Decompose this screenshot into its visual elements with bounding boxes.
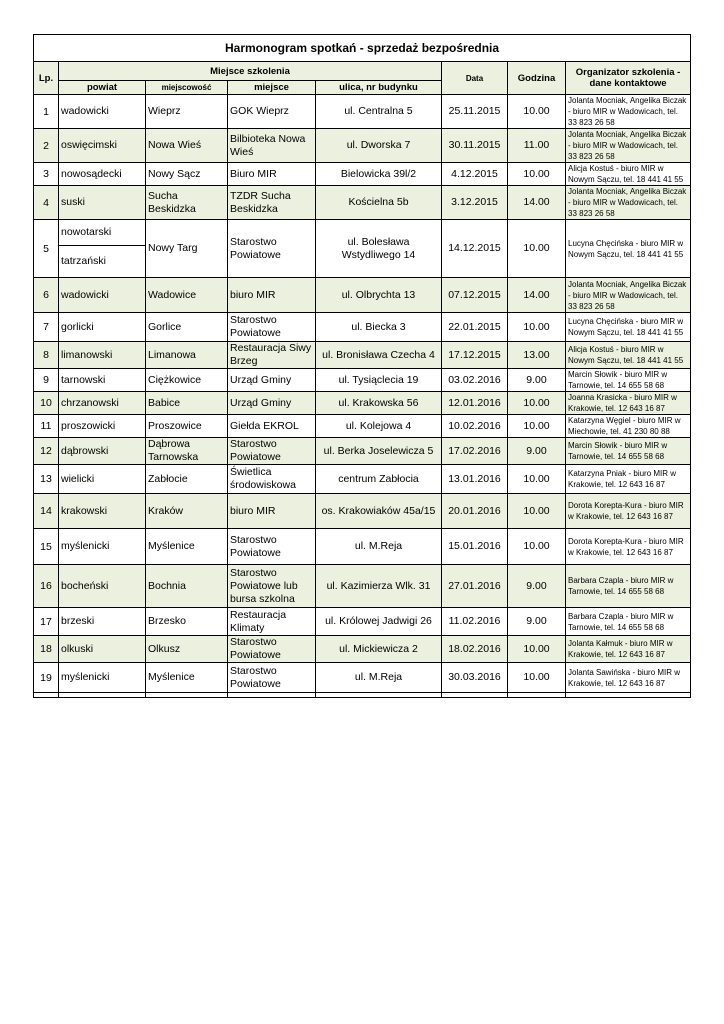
- cell-powiat: wadowicki: [59, 95, 146, 129]
- header-godzina: Godzina: [508, 62, 566, 95]
- cell-data: 30.11.2015: [442, 129, 508, 163]
- cell-ulica: centrum Zabłocia: [316, 465, 442, 494]
- cell-godzina: 10.00: [508, 313, 566, 342]
- cell-organizator: Jolanta Mocniak, Angelika Biczak - biuro MIR w Wadowicach, tel. 33 823 26 58: [566, 129, 691, 163]
- cell-data: 20.01.2016: [442, 494, 508, 529]
- cell-lp: 19: [34, 663, 59, 693]
- cell-miejsce: Restauracja Siwy Brzeg: [228, 342, 316, 369]
- cell-powiat: oswięcimski: [59, 129, 146, 163]
- cell-powiat: olkuski: [59, 636, 146, 663]
- cell-lp: 7: [34, 313, 59, 342]
- table-row: [34, 415, 691, 438]
- cell-organizator: Alicja Kostuś - biuro MIR w Nowym Sączu, tel. 18 441 41 55: [566, 342, 691, 369]
- cell-organizator: Katarzyna Węgiel - biuro MIR w Miechowie, tel. 41 230 80 88: [566, 415, 691, 438]
- cell-powiat: dąbrowski: [59, 438, 146, 465]
- cell-miejsce: GOK Wieprz: [228, 95, 316, 129]
- table-row: [34, 494, 691, 529]
- header-data: Data: [442, 62, 508, 95]
- cell-miejsce: Starostwo Powiatowe: [228, 438, 316, 465]
- cell-lp: 14: [34, 494, 59, 529]
- cell-data: 03.02.2016: [442, 369, 508, 392]
- cell-powiat: tarnowski: [59, 369, 146, 392]
- table-row: [34, 565, 691, 608]
- cell-organizator: Barbara Czapla - biuro MIR w Tarnowie, tel. 14 655 58 68: [566, 565, 691, 608]
- cell-data: 15.01.2016: [442, 529, 508, 565]
- cell-godzina: 10.00: [508, 220, 566, 278]
- cell-data: 12.01.2016: [442, 392, 508, 415]
- cell-data: 18.02.2016: [442, 636, 508, 663]
- cell-powiat: suski: [59, 186, 146, 220]
- cell-lp: 11: [34, 415, 59, 438]
- cell-godzina: 10.00: [508, 415, 566, 438]
- cell-data: 14.12.2015: [442, 220, 508, 278]
- cell-lp: 10: [34, 392, 59, 415]
- cell-organizator: Marcin Słowik - biuro MIR w Tarnowie, tel. 14 655 58 68: [566, 369, 691, 392]
- cell-lp: 5: [34, 220, 59, 278]
- cell-miejscowosc: Nowy Sącz: [146, 163, 228, 186]
- cell-ulica: ul. Olbrychta 13: [316, 278, 442, 313]
- cell-organizator: Katarzyna Pniak - biuro MIR w Krakowie, tel. 12 643 16 87: [566, 465, 691, 494]
- cell-data: 17.12.2015: [442, 342, 508, 369]
- cell-godzina: 9.00: [508, 438, 566, 465]
- cell-organizator: Dorota Korepta-Kura - biuro MIR w Krakowie, tel. 12 643 16 87: [566, 494, 691, 529]
- cell-powiat: chrzanowski: [59, 392, 146, 415]
- cell-godzina: 10.00: [508, 465, 566, 494]
- cell-miejscowosc: Zabłocie: [146, 465, 228, 494]
- cell-miejsce: Bilbioteka Nowa Wieś: [228, 129, 316, 163]
- page-title: Harmonogram spotkań - sprzedaż bezpośrednia: [34, 35, 691, 62]
- cell-organizator: Barbara Czapla - biuro MIR w Tarnowie, tel. 14 655 58 68: [566, 608, 691, 636]
- table-row: [34, 663, 691, 693]
- cell-miejsce: Starostwo Powiatowe: [228, 636, 316, 663]
- cell-ulica: ul. Mickiewicza 2: [316, 636, 442, 663]
- cell-ulica: Kościelna 5b: [316, 186, 442, 220]
- cell-lp: 8: [34, 342, 59, 369]
- table-row: [34, 220, 691, 278]
- cell-miejscowosc: Proszowice: [146, 415, 228, 438]
- cell-miejsce: Świetlica środowiskowa: [228, 465, 316, 494]
- table-row: [34, 278, 691, 313]
- cell-miejsce: TZDR Sucha Beskidzka: [228, 186, 316, 220]
- table-row: [34, 186, 691, 220]
- cell-ulica: ul. Krakowska 56: [316, 392, 442, 415]
- cell-organizator: Jolanta Sawińska - biuro MIR w Krakowie, tel. 12 643 16 87: [566, 663, 691, 693]
- cell-data: 17.02.2016: [442, 438, 508, 465]
- cell-godzina: 9.00: [508, 369, 566, 392]
- cell-godzina: 10.00: [508, 494, 566, 529]
- cell-ulica: ul. Tysiąclecia 19: [316, 369, 442, 392]
- cell-lp: 13: [34, 465, 59, 494]
- cell-data: 30.03.2016: [442, 663, 508, 693]
- cell-miejscowosc: Limanowa: [146, 342, 228, 369]
- header-miejscowosc: miejscowość: [146, 81, 228, 95]
- cell-miejsce: Restauracja Klimaty: [228, 608, 316, 636]
- cell-powiat: krakowski: [59, 494, 146, 529]
- cell-powiat: myślenicki: [59, 663, 146, 693]
- cell-organizator: Lucyna Chęcińska - biuro MIR w Nowym Sączu, tel. 18 441 41 55: [566, 220, 691, 278]
- cell-godzina: 10.00: [508, 95, 566, 129]
- header-ulica: ulica, nr budynku: [316, 81, 442, 95]
- cell-lp: 16: [34, 565, 59, 608]
- cell-miejscowosc: Gorlice: [146, 313, 228, 342]
- empty-cell: [442, 693, 508, 698]
- cell-lp: 2: [34, 129, 59, 163]
- cell-organizator: Dorota Korepta-Kura - biuro MIR w Krakowie, tel. 12 643 16 87: [566, 529, 691, 565]
- schedule-sheet: [33, 34, 690, 698]
- cell-lp: 4: [34, 186, 59, 220]
- cell-powiat: wadowicki: [59, 278, 146, 313]
- cell-organizator: Jolanta Mocniak, Angelika Biczak - biuro MIR w Wadowicach, tel. 33 823 26 58: [566, 95, 691, 129]
- cell-godzina: 10.00: [508, 636, 566, 663]
- cell-lp: 15: [34, 529, 59, 565]
- cell-organizator: Alicja Kostuś - biuro MIR w Nowym Sączu, tel. 18 441 41 55: [566, 163, 691, 186]
- table-row-empty: [34, 693, 691, 698]
- cell-powiat: myślenicki: [59, 529, 146, 565]
- cell-miejscowosc: Nowa Wieś: [146, 129, 228, 163]
- cell-data: 11.02.2016: [442, 608, 508, 636]
- cell-godzina: 10.00: [508, 663, 566, 693]
- cell-miejscowosc: Myślenice: [146, 529, 228, 565]
- cell-ulica: ul. Dworska 7: [316, 129, 442, 163]
- empty-cell: [566, 693, 691, 698]
- cell-powiat-primary: nowotarski: [59, 220, 145, 246]
- table-row: [34, 129, 691, 163]
- cell-powiat: proszowicki: [59, 415, 146, 438]
- cell-godzina: 14.00: [508, 278, 566, 313]
- cell-miejscowosc: Kraków: [146, 494, 228, 529]
- cell-ulica: ul. M.Reja: [316, 529, 442, 565]
- table-row: [34, 163, 691, 186]
- header-organizator: Organizator szkolenia - dane kontaktowe: [566, 62, 691, 95]
- cell-godzina: 9.00: [508, 565, 566, 608]
- cell-lp: 1: [34, 95, 59, 129]
- cell-miejsce: Giełda EKROL: [228, 415, 316, 438]
- schedule-table: [33, 34, 691, 698]
- cell-organizator: Jolanta Mocniak, Angelika Biczak - biuro MIR w Wadowicach, tel. 33 823 26 58: [566, 278, 691, 313]
- cell-godzina: 13.00: [508, 342, 566, 369]
- cell-miejsce: biuro MIR: [228, 278, 316, 313]
- cell-data: 4.12.2015: [442, 163, 508, 186]
- cell-miejsce: Starostwo Powiatowe lub bursa szkolna: [228, 565, 316, 608]
- cell-powiat: nowosądecki: [59, 163, 146, 186]
- cell-godzina: 11.00: [508, 129, 566, 163]
- cell-miejsce: Urząd Gminy: [228, 392, 316, 415]
- cell-miejscowosc: Wadowice: [146, 278, 228, 313]
- cell-powiat-secondary: tatrzański: [61, 255, 106, 267]
- cell-data: 25.11.2015: [442, 95, 508, 129]
- cell-ulica: ul. Berka Joselewicza 5: [316, 438, 442, 465]
- cell-powiat: [59, 220, 146, 278]
- empty-cell: [34, 693, 59, 698]
- header-lp: Lp.: [34, 62, 59, 95]
- header-powiat: powiat: [59, 81, 146, 95]
- cell-powiat: bocheński: [59, 565, 146, 608]
- cell-data: 27.01.2016: [442, 565, 508, 608]
- cell-miejsce: Urząd Gminy: [228, 369, 316, 392]
- cell-powiat: wielicki: [59, 465, 146, 494]
- cell-miejsce: Starostwo Powiatowe: [228, 313, 316, 342]
- cell-miejsce: Biuro MIR: [228, 163, 316, 186]
- cell-ulica: ul. Kazimierza Wlk. 31: [316, 565, 442, 608]
- cell-miejscowosc: Olkusz: [146, 636, 228, 663]
- cell-lp: 12: [34, 438, 59, 465]
- cell-godzina: 9.00: [508, 608, 566, 636]
- empty-cell: [59, 693, 146, 698]
- cell-lp: 9: [34, 369, 59, 392]
- cell-lp: 17: [34, 608, 59, 636]
- cell-miejscowosc: Brzesko: [146, 608, 228, 636]
- cell-miejscowosc: Wieprz: [146, 95, 228, 129]
- header-miejsce-szkolenia: Miejsce szkolenia: [59, 62, 442, 81]
- cell-miejscowosc: Ciężkowice: [146, 369, 228, 392]
- table-row: [34, 438, 691, 465]
- cell-ulica: ul. Bronisława Czecha 4: [316, 342, 442, 369]
- cell-ulica: Bielowicka 39l/2: [316, 163, 442, 186]
- cell-powiat: limanowski: [59, 342, 146, 369]
- cell-organizator: Joanna Krasicka - biuro MIR w Krakowie, tel. 12 643 16 87: [566, 392, 691, 415]
- cell-godzina: 10.00: [508, 392, 566, 415]
- cell-godzina: 10.00: [508, 163, 566, 186]
- cell-organizator: Jolanta Kałmuk - biuro MIR w Krakowie, tel. 12 643 16 87: [566, 636, 691, 663]
- cell-miejsce: Starostwo Powiatowe: [228, 663, 316, 693]
- cell-data: 3.12.2015: [442, 186, 508, 220]
- cell-miejscowosc: Myślenice: [146, 663, 228, 693]
- cell-powiat: gorlicki: [59, 313, 146, 342]
- cell-organizator: Lucyna Chęcińska - biuro MIR w Nowym Sączu, tel. 18 441 41 55: [566, 313, 691, 342]
- table-row: [34, 95, 691, 129]
- cell-miejsce: Starostwo Powiatowe: [228, 529, 316, 565]
- cell-powiat: brzeski: [59, 608, 146, 636]
- cell-godzina: 14.00: [508, 186, 566, 220]
- empty-cell: [228, 693, 316, 698]
- table-row: [34, 392, 691, 415]
- cell-miejscowosc: Dąbrowa Tarnowska: [146, 438, 228, 465]
- table-row: [34, 465, 691, 494]
- table-row: [34, 529, 691, 565]
- cell-data: 22.01.2015: [442, 313, 508, 342]
- cell-miejscowosc: Sucha Beskidzka: [146, 186, 228, 220]
- cell-data: 10.02.2016: [442, 415, 508, 438]
- table-row: [34, 636, 691, 663]
- cell-ulica: ul. Centralna 5: [316, 95, 442, 129]
- cell-ulica: os. Krakowiaków 45a/15: [316, 494, 442, 529]
- table-row: [34, 369, 691, 392]
- cell-ulica: ul. Bolesława Wstydliwego 14: [316, 220, 442, 278]
- cell-ulica: ul. M.Reja: [316, 663, 442, 693]
- cell-lp: 6: [34, 278, 59, 313]
- empty-cell: [316, 693, 442, 698]
- cell-lp: 3: [34, 163, 59, 186]
- cell-ulica: ul. Królowej Jadwigi 26: [316, 608, 442, 636]
- table-row: [34, 608, 691, 636]
- cell-lp: 18: [34, 636, 59, 663]
- cell-organizator: Jolanta Mocniak, Angelika Biczak - biuro MIR w Wadowicach, tel. 33 823 26 58: [566, 186, 691, 220]
- cell-miejsce: biuro MIR: [228, 494, 316, 529]
- empty-cell: [508, 693, 566, 698]
- cell-godzina: 10.00: [508, 529, 566, 565]
- cell-miejscowosc: Babice: [146, 392, 228, 415]
- empty-cell: [146, 693, 228, 698]
- header-miejsce: miejsce: [228, 81, 316, 95]
- cell-data: 07.12.2015: [442, 278, 508, 313]
- cell-data: 13.01.2016: [442, 465, 508, 494]
- cell-ulica: ul. Kolejowa 4: [316, 415, 442, 438]
- cell-miejsce: Starostwo Powiatowe: [228, 220, 316, 278]
- table-row: [34, 342, 691, 369]
- cell-organizator: Marcin Słowik - biuro MIR w Tarnowie, tel. 14 655 58 68: [566, 438, 691, 465]
- table-row: [34, 313, 691, 342]
- cell-miejscowosc: Bochnia: [146, 565, 228, 608]
- cell-miejscowosc: Nowy Targ: [146, 220, 228, 278]
- cell-ulica: ul. Biecka 3: [316, 313, 442, 342]
